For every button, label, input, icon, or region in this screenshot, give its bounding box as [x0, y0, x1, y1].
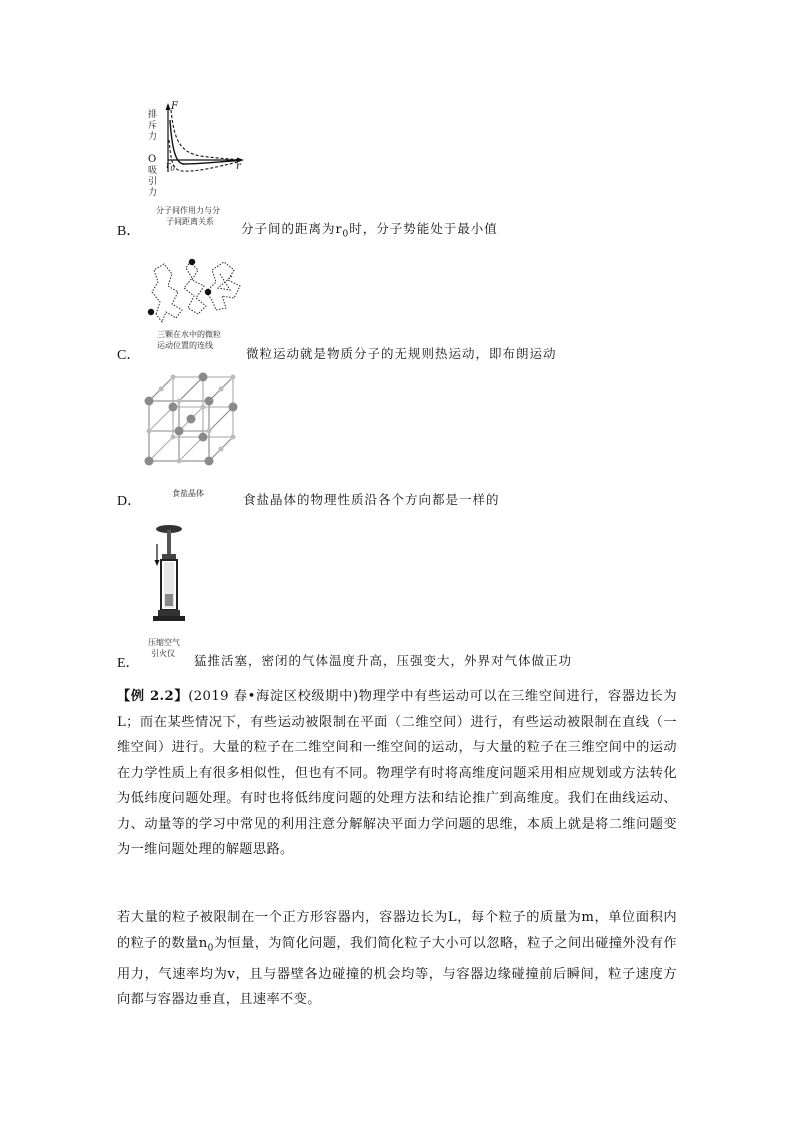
- option-statement-d: 食盐晶体的物理性质沿各个方向都是一样的: [243, 492, 500, 507]
- option-letter-b: B．: [117, 224, 141, 239]
- option-statement-b: 分子间的距离为$r_0$时，分子势能处于最小值: [241, 221, 498, 240]
- option-letter-c: C．: [117, 348, 141, 363]
- example-tag: 【例 2.2】: [117, 689, 189, 704]
- graph-label-r: r: [236, 161, 241, 172]
- figure-caption-c: 三颗在水中的微粒 运动位置的连线: [157, 330, 221, 350]
- graph-label-attraction: 吸 引 力: [148, 166, 158, 198]
- example-paragraph-2: 若大量的粒子被限制在一个正方形容器内，容器边长为L，每个粒子的质量为m，单位面积内的粒子的数量$n_0$为恒量，为简化问题，我们简化粒子大小可以忽略，粒子之间出碰撞外没有作用力，气速率均为v，且与器壁各边碰撞的机会均等，与容器边缘碰撞前后瞬间，粒子速度方向都与容器边垂直，且速率不变。: [117, 910, 677, 1008]
- salt-crystal-figure: [143, 373, 243, 468]
- air-compression-igniter-figure: [145, 522, 205, 637]
- graph-label-r0: $r_0$: [166, 161, 175, 173]
- option-statement-e: 猛推活塞，密闭的气体温度升高，压强变大，外界对气体做正功: [194, 653, 573, 668]
- repulsion-curve: [171, 110, 238, 160]
- option-statement-c: 微粒运动就是物质分子的无规则热运动，即布朗运动: [246, 346, 557, 361]
- graph-label-repulsion: 排 斥 力: [148, 110, 158, 142]
- y-axis-arrow: [166, 103, 171, 110]
- attraction-curve: [169, 140, 238, 171]
- brownian-motion-figure: [142, 252, 252, 327]
- example-body: 物理学中有些运动可以在三维空间进行，容器边长为L；而在某些情况下，有些运动被限制在平面（二维空间）进行，有些运动被限制在直线（一维空间）进行。大量的粒子在二维空间和一维空间的运动，与大量的粒子在三维空间中的运动在力学性质上有很多相似性，但也有不同。物理学有时将高维度问题采用相应规划或方法转化为低纬度问题处理。有时也将低纬度问题的处理方法和结论推广到高维度。我们在曲线运动、力、动量等的学习中常见的利用注意分解解决平面力学问题的思维，本质上就是将二维问题变为一维问题处理的解题思路。: [117, 689, 677, 857]
- figure-caption-e: 压缩空气 引火仪: [148, 638, 180, 658]
- option-letter-e: E．: [117, 656, 140, 671]
- figure-caption-d: 食盐晶体: [172, 489, 204, 498]
- option-letter-d: D．: [117, 494, 142, 509]
- figure-caption-b: 分子间作用力与分 子间距离关系: [156, 206, 220, 226]
- example-source: (2019 春•海淀区校级期中): [188, 689, 359, 704]
- graph-label-F: F: [171, 101, 178, 112]
- example-paragraph-1: [117, 684, 677, 863]
- graph-label-origin: O: [148, 154, 157, 165]
- net-force-curve: [170, 120, 238, 164]
